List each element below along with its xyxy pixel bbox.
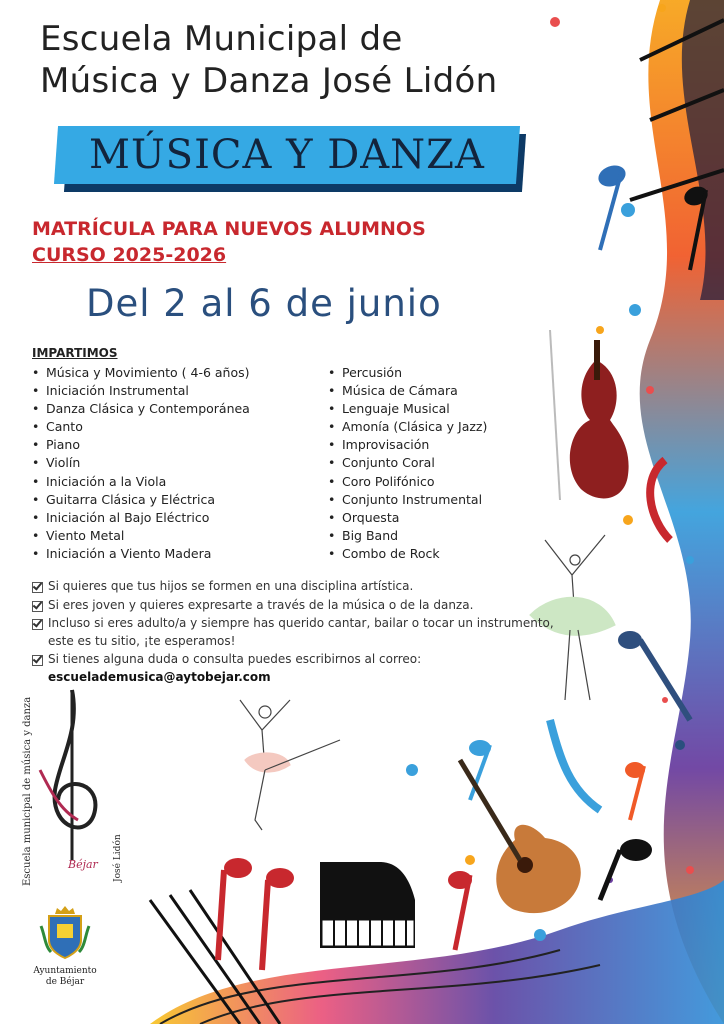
subject-item: • Amonía (Clásica y Jazz) xyxy=(326,418,487,436)
enrollment-line1: MATRÍCULA PARA NUEVOS ALUMNOS xyxy=(32,218,426,240)
enrollment-course: CURSO 2025-2026 xyxy=(32,244,227,266)
checklist-item xyxy=(32,615,617,650)
subject-item: • Improvisación xyxy=(326,436,487,454)
school-title xyxy=(40,18,580,102)
checklist-text xyxy=(48,651,617,686)
school-logo xyxy=(20,690,123,890)
checklist-text xyxy=(48,615,554,650)
school-logo-town: Béjar xyxy=(68,858,98,871)
subject-item: • Iniciación a la Viola xyxy=(30,473,250,491)
council-name-line2: de Béjar xyxy=(45,977,85,987)
subject-item: • Big Band xyxy=(326,527,487,545)
bottom-swirl xyxy=(150,880,724,1024)
piano-illustration xyxy=(320,862,415,948)
checklist-text: Si eres joven y quieres expresarte a través de la música o de la danza. xyxy=(48,597,474,612)
council-name-line1: Ayuntamiento xyxy=(33,966,97,976)
subject-item: • Piano xyxy=(30,436,250,454)
checkbox-icon xyxy=(32,619,43,630)
checkbox-icon xyxy=(32,582,43,593)
subject-item: • Combo de Rock xyxy=(326,545,487,563)
subject-item: • Canto xyxy=(30,418,250,436)
checkbox-icon xyxy=(32,655,43,666)
subject-item: • Conjunto Instrumental xyxy=(326,491,487,509)
subjects-column-2 xyxy=(326,364,487,563)
subject-item: • Coro Polifónico xyxy=(326,473,487,491)
banner-text: MÚSICA Y DANZA xyxy=(89,132,485,178)
subject-item: • Iniciación al Bajo Eléctrico xyxy=(30,509,250,527)
enrollment-heading xyxy=(32,216,426,268)
title-banner xyxy=(54,126,520,184)
subject-item: • Música y Movimiento ( 4-6 años) xyxy=(30,364,250,382)
school-logo-name: José Lidón xyxy=(113,834,123,882)
subject-item: • Violín xyxy=(30,454,250,472)
checklist-text: Si quieres que tus hijos se formen en una disciplina artística. xyxy=(48,579,414,593)
right-swirl xyxy=(630,0,724,1024)
subject-item: • Iniciación a Viento Madera xyxy=(30,545,250,563)
checklist-item xyxy=(32,651,617,686)
council-logo xyxy=(30,906,100,988)
subject-item: • Lenguaje Musical xyxy=(326,400,487,418)
contact-email: escuelademusica@aytobejar.com xyxy=(48,669,271,684)
checklist-item xyxy=(32,597,617,615)
checklist-text-line1: Incluso si eres adulto/a y siempre has querido cantar, bailar o tocar un instrumento, xyxy=(48,616,554,630)
school-title-line1: Escuela Municipal de xyxy=(40,19,403,59)
checklist-text-line2: este es tu sitio, ¡te esperamos! xyxy=(48,633,236,648)
checklist-item xyxy=(32,578,617,596)
subject-item: • Orquesta xyxy=(326,509,487,527)
subject-item: • Música de Cámara xyxy=(326,382,487,400)
school-logo-vertical-text: Escuela municipal de música y danza xyxy=(22,696,33,886)
checkbox-icon xyxy=(32,601,43,612)
checklist xyxy=(32,578,617,687)
subject-item: • Guitarra Clásica y Eléctrica xyxy=(30,491,250,509)
subject-item: • Viento Metal xyxy=(30,527,250,545)
coat-of-arms-icon xyxy=(39,906,91,962)
contact-text: Si tienes alguna duda o consulta puedes escribirnos al correo: xyxy=(48,652,422,666)
subject-item: • Percusión xyxy=(326,364,487,382)
enrollment-dates: Del 2 al 6 de junio xyxy=(86,282,442,325)
subjects-heading: IMPARTIMOS xyxy=(32,346,118,360)
subjects-column-1 xyxy=(30,364,250,563)
violin-illustration xyxy=(550,330,629,500)
subject-item: • Conjunto Coral xyxy=(326,454,487,472)
subject-item: • Danza Clásica y Contemporánea xyxy=(30,400,250,418)
subject-item: • Iniciación Instrumental xyxy=(30,382,250,400)
school-title-line2: Música y Danza José Lidón xyxy=(40,61,498,101)
